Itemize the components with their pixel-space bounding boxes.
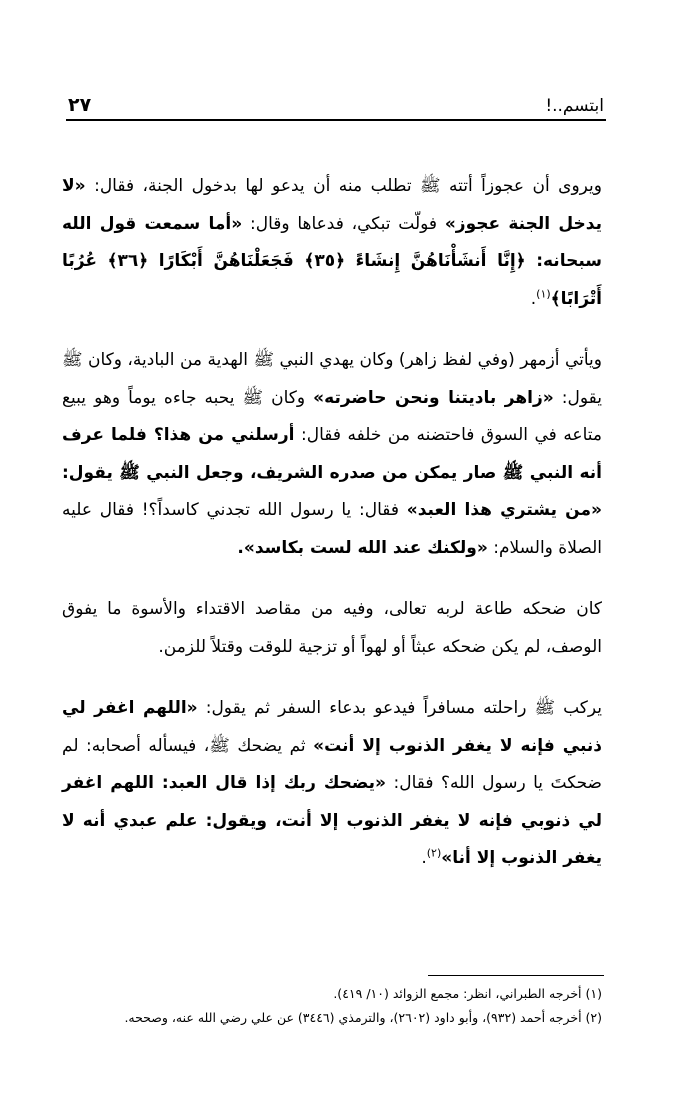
quoted-text: «أما سمعت قول الله سبحانه: ﴿إِنَّا أَنشَأْنَاهُنَّ إِنشَاءً ﴿٣٥﴾ فَجَعَلْنَاهُنَّ أَبْكَارًا ﴿٣٦﴾ عُرُبًا أَتْرَابًا﴾ xyxy=(62,213,602,309)
body-text xyxy=(62,168,602,878)
text-segment: يركب ﷺ راحلته مسافراً فيدعو بدعاء السفر ثم يقول: xyxy=(197,698,602,718)
paragraph-4 xyxy=(62,690,602,878)
quoted-text: «لا يدخل الجنة عجوز» xyxy=(62,176,602,234)
footnote-divider xyxy=(428,975,604,976)
text-segment: فولّت تبكي، فدعاها وقال: xyxy=(242,213,445,234)
text-segment: كان ضحكه طاعة لربه تعالى، وفيه من مقاصد الاقتداء والأسوة ما يفوق الوصف، لم يكن ضحكه عبثاً أو لهواً أو تزجية للوقت وقتلاً للزمن. xyxy=(62,599,602,657)
text-segment: . xyxy=(530,288,537,309)
quoted-text: أرسلني من هذا؟ فلما عرف أنه النبي ﷺ صار يمكن من صدره الشريف، وجعل النبي ﷺ يقول: «من يشتري هذا العبد» xyxy=(62,425,602,520)
running-title: ابتسم..! xyxy=(545,96,604,116)
footnote-ref: (٢) xyxy=(426,846,442,860)
text-segment: ويروى أن عجوزاً أتته ﷺ تطلب منه أن يدعو لها بدخول الجنة، فقال: xyxy=(85,176,602,196)
running-header xyxy=(68,82,604,116)
footnote-2: (٢) أخرجه أحمد (٩٣٢)، وأبو داود (٢٦٠٢)، والترمذي (٣٤٤٦) عن علي رضي الله عنه، وصححه. xyxy=(124,1010,602,1025)
quoted-text: «اللهم اغفر لي ذنبي فإنه لا يغفر الذنوب إلا أنت» xyxy=(62,698,602,756)
text-segment: ثم يضحك ﷺ، فيسأله أصحابه: لم ضحكتَ يا رسول الله؟ فقال: xyxy=(62,735,602,793)
footnotes xyxy=(62,982,602,1030)
quoted-text: «زاهر باديتنا ونحن حاضرته» xyxy=(313,387,554,408)
page-number: ٢٧ xyxy=(68,94,92,116)
quoted-text: «ولكنك عند الله لست بكاسد». xyxy=(237,537,488,558)
quoted-text: «يضحك ربك إذا قال العبد: اللهم اغفر لي ذنوبي فإنه لا يغفر الذنوب إلا أنت، ويقول: علم عبدي أنه لا يغفر الذنوب إلا أنا» xyxy=(62,773,602,868)
text-segment: ويأتي أزمهر (وفي لفظ زاهر) وكان يهدي النبي ﷺ الهدية من البادية، وكان ﷺ يقول: xyxy=(62,350,602,408)
paragraph-1 xyxy=(62,168,602,318)
footnote-ref: (١) xyxy=(536,286,551,300)
text-segment: . xyxy=(421,848,427,868)
text-segment: فقال: يا رسول الله تجدني كاسداً؟! فقال عليه الصلاة والسلام: xyxy=(62,500,602,558)
footnote-1: (١) أخرجه الطبراني، انظر: مجمع الزوائد (١٠/ ٤١٩). xyxy=(333,986,602,1001)
paragraph-2 xyxy=(62,342,602,567)
paragraph-3 xyxy=(62,591,602,666)
text-segment: وكان ﷺ يحبه جاءه يوماً وهو يبيع متاعه في السوق فاحتضنه من خلفه فقال: xyxy=(62,387,602,445)
header-divider xyxy=(66,119,606,121)
